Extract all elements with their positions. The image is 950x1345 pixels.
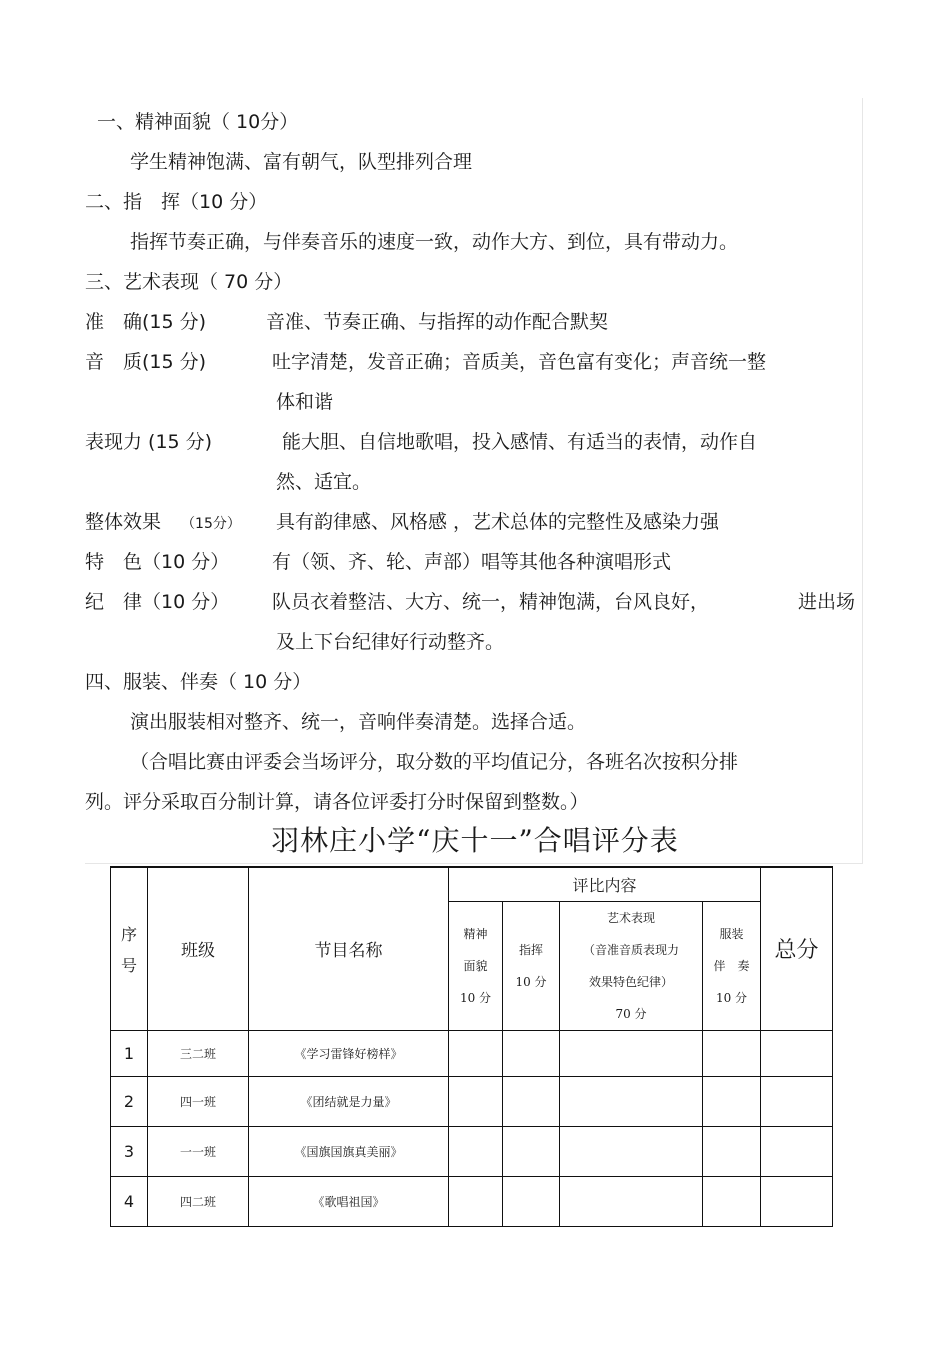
score-table — [110, 866, 833, 1227]
criterion-desc: 吐字清楚，发音正确；音质美，音色富有变化；声音统一整 — [272, 351, 767, 373]
header-art — [560, 901, 703, 1030]
score-cell-costume[interactable] — [703, 1030, 761, 1076]
criterion-label — [85, 510, 241, 536]
header-line: 10 分 — [715, 990, 748, 1005]
criterion-desc: 能大胆、自信地歌唱，投入感情、有适当的表情，动作自 — [282, 431, 758, 453]
row-seq: 4 — [111, 1176, 148, 1226]
score-cell-total[interactable] — [761, 1126, 833, 1176]
criterion-label-main: 整体效果 — [85, 511, 162, 533]
table-row — [111, 1030, 833, 1076]
score-cell-art[interactable] — [560, 1076, 703, 1126]
header-spirit — [449, 901, 503, 1030]
header-line: 面貌 — [463, 958, 488, 973]
section-3-heading: 三、艺术表现（ 70 分） — [85, 271, 293, 293]
header-line: （音准音质表现力 — [582, 942, 679, 957]
header-line: 效果特色纪律） — [588, 974, 673, 989]
criterion-label: 表现力 (15 分) — [85, 431, 213, 453]
header-line: 10 分 — [515, 974, 547, 989]
criterion-desc-cont: 及上下台纪律好行动整齐。 — [276, 631, 505, 653]
criterion-desc-tail: 进出场 — [798, 591, 856, 613]
score-cell-art[interactable] — [560, 1030, 703, 1076]
table-title: 羽林庄小学“庆十一”合唱评分表 — [271, 824, 679, 857]
score-cell-conduct[interactable] — [503, 1030, 560, 1076]
section-1-desc: 学生精神饱满、富有朝气，队型排列合理 — [130, 151, 473, 173]
header-seq-line: 号 — [120, 955, 137, 975]
section-4-heading: 四、服装、伴奏（ 10 分） — [85, 671, 312, 693]
row-class: 四二班 — [148, 1176, 249, 1226]
criterion-desc: 具有韵律感、风格感 ，艺术总体的完整性及感染力强 — [276, 511, 720, 533]
criterion-label: 音 质(15 分) — [85, 351, 207, 373]
header-line: 服装 — [719, 926, 744, 941]
score-cell-spirit[interactable] — [449, 1030, 503, 1076]
score-cell-total[interactable] — [761, 1176, 833, 1226]
note-line: （合唱比赛由评委会当场评分，取分数的平均值记分，各班名次按积分排 — [130, 751, 739, 773]
criterion-desc-cont: 体和谐 — [276, 391, 334, 413]
score-cell-total[interactable] — [761, 1076, 833, 1126]
row-class: 一一班 — [148, 1126, 249, 1176]
header-line: 艺术表现 — [606, 910, 655, 925]
criterion-desc: 音准、节奏正确、与指挥的动作配合默契 — [266, 311, 609, 333]
criterion-label-sub: （15分） — [181, 516, 241, 532]
header-seq-line: 序 — [120, 924, 137, 944]
note-line: 列。评分采取百分制计算，请各位评委打分时保留到整数。） — [85, 791, 589, 813]
header-conduct — [503, 901, 560, 1030]
criterion-label: 准 确(15 分) — [85, 311, 207, 333]
section-2-desc: 指挥节奏正确，与伴奏音乐的速度一致，动作大方、到位，具有带动力。 — [130, 231, 739, 253]
criterion-label: 特 色（10 分） — [85, 551, 230, 573]
row-seq: 3 — [111, 1126, 148, 1176]
criterion-desc: 队员衣着整洁、大方、统一，精神饱满，台风良好， — [272, 591, 710, 613]
score-cell-art[interactable] — [560, 1126, 703, 1176]
header-line: 伴 奏 — [713, 958, 750, 973]
header-line: 指挥 — [518, 942, 543, 957]
score-cell-art[interactable] — [560, 1176, 703, 1226]
score-cell-costume[interactable] — [703, 1126, 761, 1176]
row-program: 《学习雷锋好榜样》 — [249, 1030, 449, 1076]
criterion-desc-cont: 然、适宜。 — [276, 471, 372, 493]
score-cell-conduct[interactable] — [503, 1076, 560, 1126]
header-class: 班级 — [148, 867, 249, 1030]
header-seq — [111, 867, 148, 1030]
header-group: 评比内容 — [449, 867, 761, 901]
table-row — [111, 1176, 833, 1226]
score-cell-conduct[interactable] — [503, 1126, 560, 1176]
score-cell-spirit[interactable] — [449, 1176, 503, 1226]
section-4-desc: 演出服装相对整齐、统一，音响伴奏清楚。选择合适。 — [130, 711, 587, 733]
score-cell-total[interactable] — [761, 1030, 833, 1076]
score-cell-spirit[interactable] — [449, 1076, 503, 1126]
score-cell-costume[interactable] — [703, 1076, 761, 1126]
score-cell-conduct[interactable] — [503, 1176, 560, 1226]
header-line: 精神 — [463, 926, 488, 941]
header-total: 总分 — [761, 867, 833, 1030]
header-line: 10 分 — [459, 990, 492, 1005]
header-line: 70 分 — [615, 1006, 647, 1021]
criterion-desc: 有（领、齐、轮、声部）唱等其他各种演唱形式 — [272, 551, 672, 573]
row-program: 《国旗国旗真美丽》 — [249, 1126, 449, 1176]
row-program: 《歌唱祖国》 — [249, 1176, 449, 1226]
header-program: 节目名称 — [249, 867, 449, 1030]
criterion-label: 纪 律（10 分） — [85, 591, 230, 613]
row-seq: 1 — [111, 1030, 148, 1076]
row-program: 《团结就是力量》 — [249, 1076, 449, 1126]
row-class: 四一班 — [148, 1076, 249, 1126]
header-costume — [703, 901, 761, 1030]
row-seq: 2 — [111, 1076, 148, 1126]
row-class: 三二班 — [148, 1030, 249, 1076]
section-1-heading: 一、精神面貌（ 10分） — [97, 111, 299, 133]
section-2-heading: 二、指 挥（10 分） — [85, 191, 268, 213]
table-row — [111, 1076, 833, 1126]
score-cell-spirit[interactable] — [449, 1126, 503, 1176]
table-row — [111, 1126, 833, 1176]
score-cell-costume[interactable] — [703, 1176, 761, 1226]
